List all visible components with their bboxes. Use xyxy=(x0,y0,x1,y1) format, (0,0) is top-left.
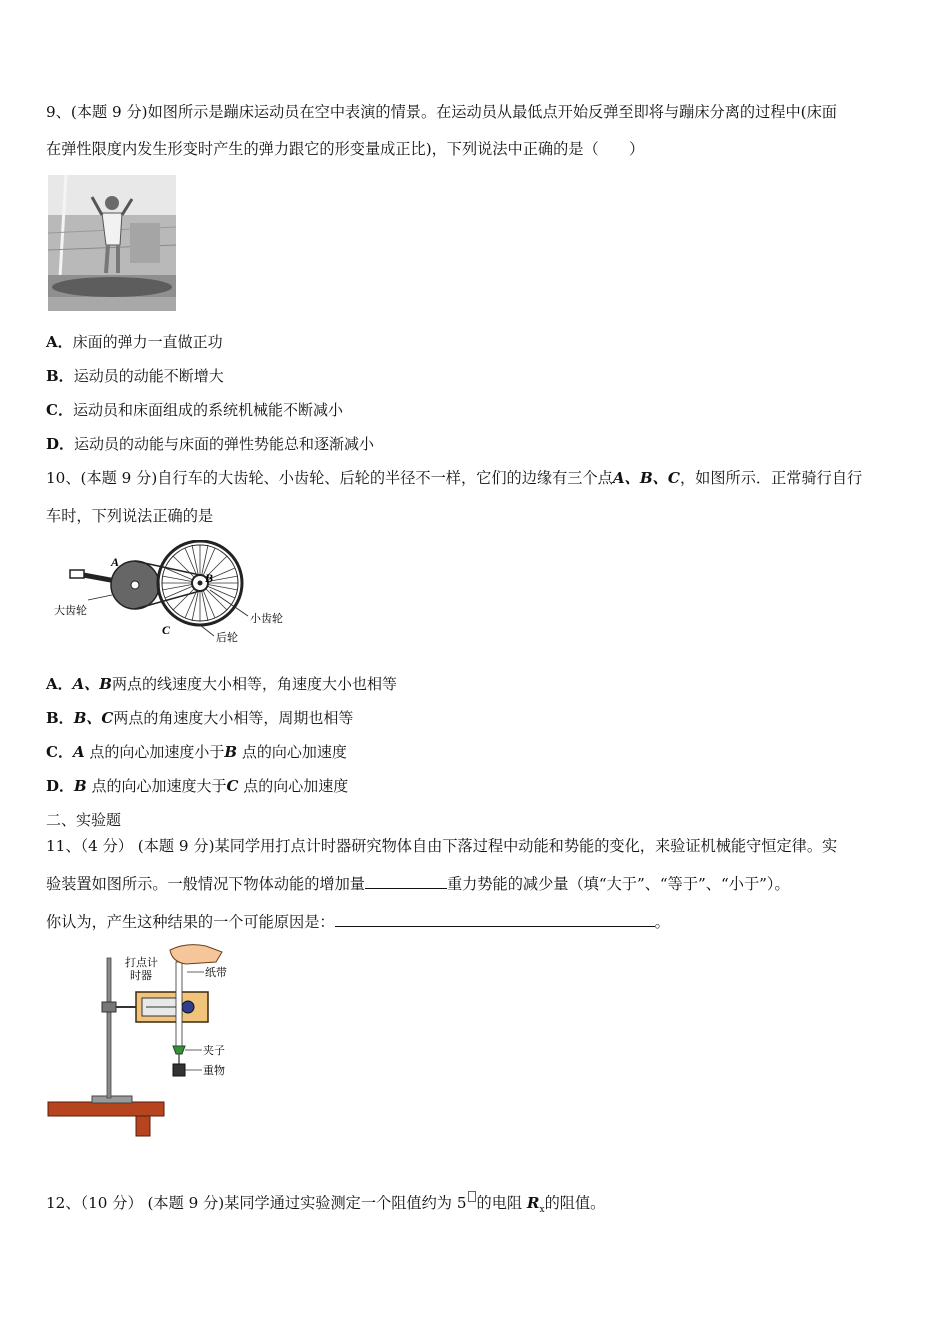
weight-label: 重物 xyxy=(203,1064,225,1077)
section-title: 二、实验题 xyxy=(46,811,122,829)
q10-stem-line2: 车时，下列说法正确的是 xyxy=(46,507,214,525)
ohm-symbol-placeholder-icon xyxy=(468,1191,476,1202)
clip-label: 夹子 xyxy=(203,1044,225,1057)
q11-answer-blank-1[interactable] xyxy=(365,873,447,889)
q10-option-d[interactable]: D．B 点的向心加速度大于C 点的向心加速度 xyxy=(46,777,349,795)
timer-label-line1: 打点计 xyxy=(125,956,158,969)
q11-stem-line1: 11、（4 分） (本题 9 分)某同学用打点计时器研究物体自由下落过程中动能和势能的变化，来验证机械能守恒定律。实 xyxy=(46,837,838,855)
q10-option-a[interactable]: A．A、B两点的线速度大小相等，角速度大小也相等 xyxy=(46,675,397,693)
rear-wheel-label: 后轮 xyxy=(216,631,238,644)
q9-option-d[interactable]: D．运动员的动能与床面的弹性势能总和逐渐减小 xyxy=(46,435,375,453)
point-b-label: B xyxy=(205,571,214,585)
point-a-label: A xyxy=(111,555,120,569)
q9-option-c[interactable]: C．运动员和床面组成的系统机械能不断减小 xyxy=(46,401,343,419)
q10-option-c[interactable]: C．A 点的向心加速度小于B 点的向心加速度 xyxy=(46,743,347,761)
tape-label: 纸带 xyxy=(205,966,227,979)
q12-stem-line1: 12、（10 分） (本题 9 分)某同学通过实验测定一个阻值约为 5 的电阻 $R_x$的阻值。 xyxy=(46,1191,605,1220)
point-c-label: C xyxy=(162,623,171,637)
q9-option-a[interactable]: A．床面的弹力一直做正功 xyxy=(46,333,223,351)
q9-option-b[interactable]: B．运动员的动能不断增大 xyxy=(46,367,224,385)
q10-option-b[interactable]: B．B、C两点的角速度大小相等，周期也相等 xyxy=(46,709,354,727)
small-gear-label: 小齿轮 xyxy=(250,612,283,625)
q9-stem-line2: 在弹性限度内发生形变时产生的弹力跟它的形变量成正比)，下列说法中正确的是（ ） xyxy=(46,140,645,158)
q11-answer-blank-2[interactable] xyxy=(335,911,655,927)
q11-stem-line2: 验装置如图所示。一般情况下物体动能的增加量 重力势能的减少量（填“大于”、“等于”、“小于”）。 xyxy=(46,875,790,893)
q11-stem-line3: 你认为，产生这种结果的一个可能原因是： 。 xyxy=(46,913,670,931)
timer-label-line2: 时器 xyxy=(130,969,152,982)
bicycle-gear-diagram xyxy=(50,540,300,648)
q10-stem-line1: 10、(本题 9 分)自行车的大齿轮、小齿轮、后轮的半径不一样，它们的边缘有三个点A、B、C，如图所示．正常骑行自行 xyxy=(46,469,863,487)
trampoline-photo xyxy=(48,175,176,311)
big-gear-label: 大齿轮 xyxy=(54,604,87,617)
free-fall-apparatus-diagram xyxy=(46,940,236,1140)
q9-stem-line1: 9、(本题 9 分)如图所示是蹦床运动员在空中表演的情景。在运动员从最低点开始反弹至即将与蹦床分离的过程中(床面 xyxy=(46,103,837,121)
